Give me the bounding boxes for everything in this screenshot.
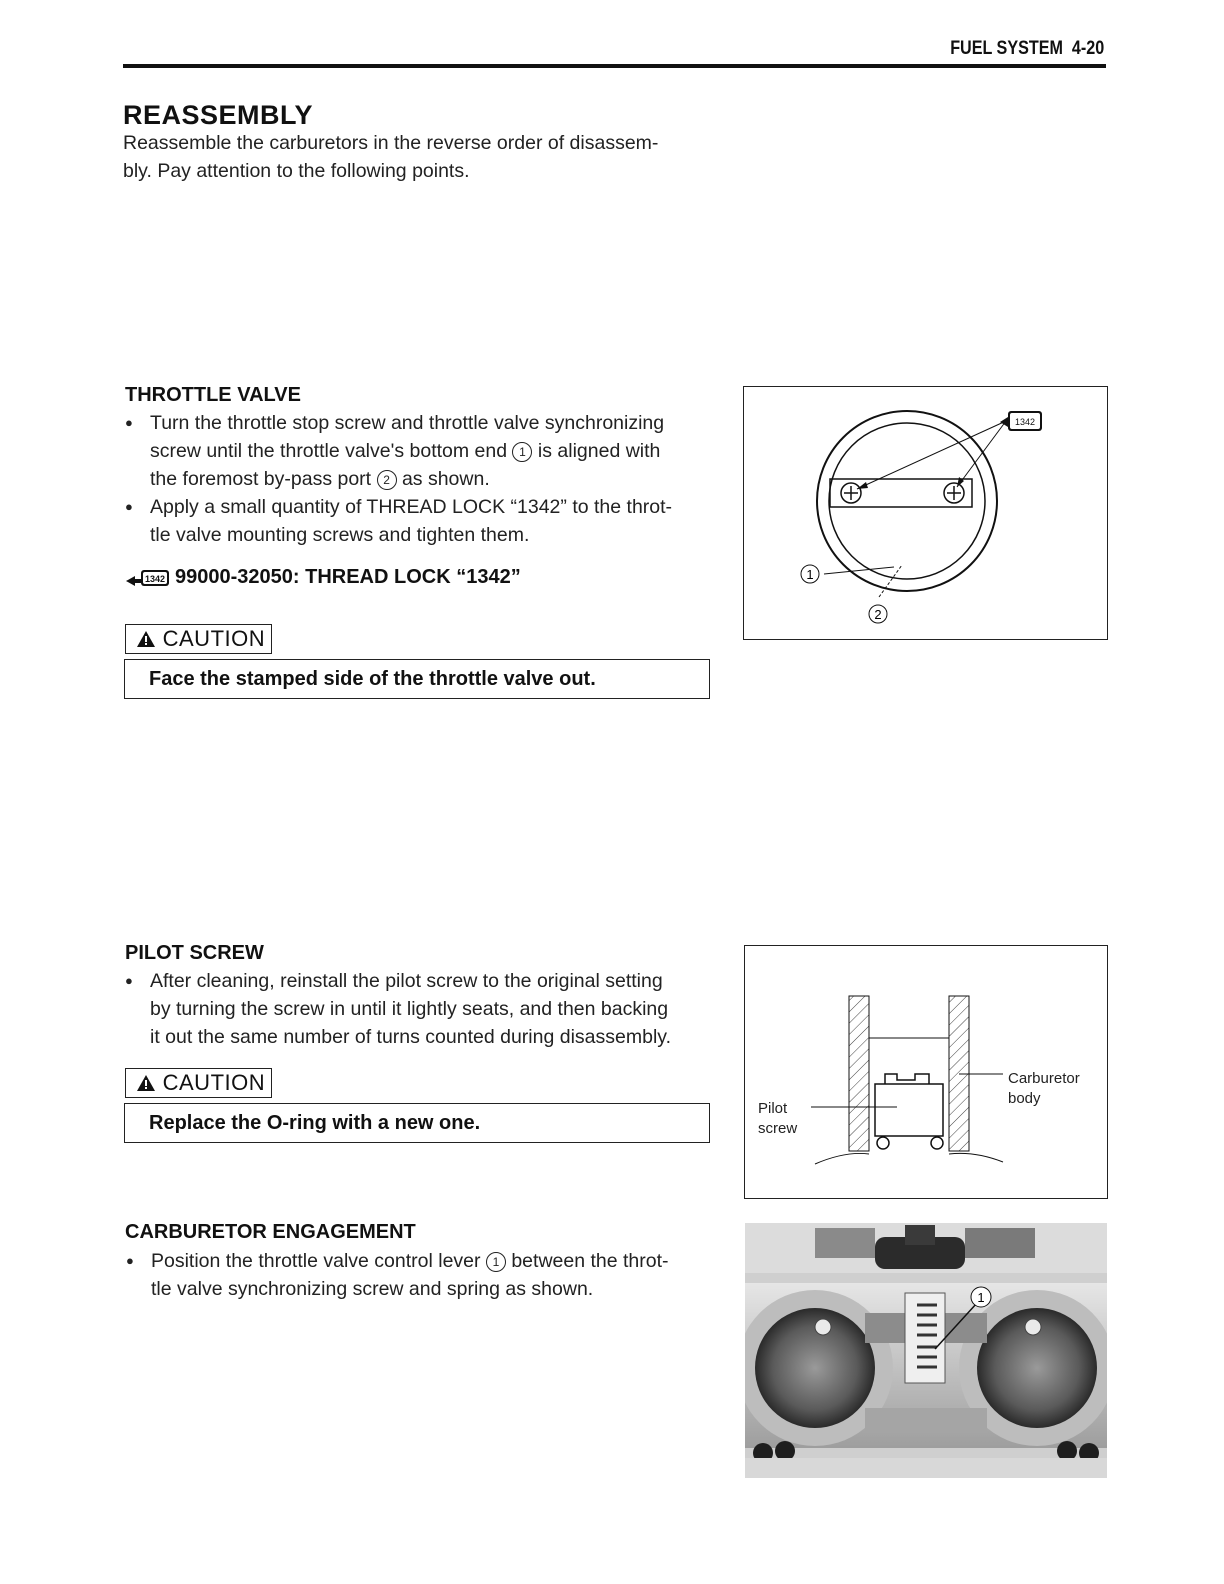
caution-box: Face the stamped side of the throttle valve out.: [124, 659, 710, 699]
pilot-screw-figure: [744, 945, 1108, 1199]
bullet-text: ● Position the throttle valve control lever 1 between the throt-: [151, 1250, 669, 1272]
label-screw: screw: [758, 1120, 798, 1137]
throttle-valve-diagram: [744, 387, 1107, 639]
bullet-text: ● Apply a small quantity of THREAD LOCK “1342” to the throt-: [150, 496, 673, 518]
label-body: body: [1008, 1090, 1041, 1107]
carburetor-engagement-bullets: [126, 1247, 716, 1303]
section-title-throttle-valve: THROTTLE VALVE: [125, 384, 301, 406]
header-rule: [123, 64, 1106, 68]
bullet-text: screw until the throttle valve's bottom end 1 is aligned with: [150, 440, 661, 462]
thread-lock-icon: [1000, 411, 1042, 431]
bullet-text: tle valve synchronizing screw and spring as shown.: [151, 1278, 594, 1300]
caution-box: Replace the O-ring with a new one.: [124, 1103, 710, 1143]
thread-lock-part-number: 99000-32050: THREAD LOCK “1342”: [175, 566, 521, 588]
bullet-text: it out the same number of turns counted during disassembly.: [150, 1026, 671, 1048]
callout-number: 1: [512, 442, 532, 462]
section-title-carburetor-engagement: CARBURETOR ENGAGEMENT: [125, 1221, 416, 1243]
caution-text: CAUTION: [162, 1070, 266, 1095]
callout-number: 1: [486, 1252, 506, 1272]
callout-1: [801, 565, 819, 583]
caution-label: [125, 624, 272, 654]
callout-1: [971, 1287, 991, 1307]
list-item: [125, 493, 715, 549]
bullet-text: the foremost by-pass port 2 as shown.: [150, 468, 490, 490]
svg-text:1: 1: [806, 567, 814, 582]
section-title-pilot-screw: PILOT SCREW: [125, 942, 264, 964]
label-carburetor: Carburetor: [1008, 1070, 1080, 1087]
caution-label: [125, 1068, 272, 1098]
caution-text: CAUTION: [162, 626, 266, 651]
thread-lock-icon: [125, 567, 171, 589]
carburetor-photo-illustration: [745, 1223, 1107, 1478]
callout-2: [869, 605, 887, 623]
bullet-text: ● Turn the throttle stop screw and throttle valve synchronizing: [150, 412, 665, 434]
svg-text:1342: 1342: [1014, 417, 1036, 427]
warning-triangle-icon: [136, 626, 163, 651]
pilot-screw-bullets: [125, 967, 715, 1051]
warning-triangle-icon: [136, 1070, 163, 1095]
callout-number: 2: [377, 470, 397, 490]
svg-text:1342: 1342: [144, 573, 166, 584]
pilot-screw-diagram: [745, 946, 1107, 1198]
bullet-text: by turning the screw in until it lightly seats, and then backing: [150, 998, 669, 1020]
thread-lock-spec: [125, 566, 521, 589]
reassembly-intro-line1: Reassemble the carburetors in the reverse order of disassem-: [123, 132, 659, 154]
list-item: [126, 1247, 716, 1303]
carburetor-engagement-photo: [745, 1223, 1107, 1478]
reassembly-intro: [123, 129, 723, 185]
svg-text:2: 2: [874, 607, 882, 622]
label-pilot: Pilot: [758, 1100, 788, 1117]
bullet-text: ● After cleaning, reinstall the pilot screw to the original setting: [150, 970, 663, 992]
reassembly-intro-line2: bly. Pay attention to the following points.: [123, 160, 470, 182]
throttle-valve-bullets: [125, 409, 715, 549]
list-item: [125, 967, 715, 1051]
list-item: [125, 409, 715, 493]
svg-text:1: 1: [977, 1290, 985, 1305]
section-title-reassembly: REASSEMBLY: [123, 100, 314, 130]
page-header-title: FUEL SYSTEM 4-20: [949, 38, 1104, 59]
bullet-text: tle valve mounting screws and tighten them.: [150, 524, 530, 546]
throttle-valve-figure: [743, 386, 1108, 640]
